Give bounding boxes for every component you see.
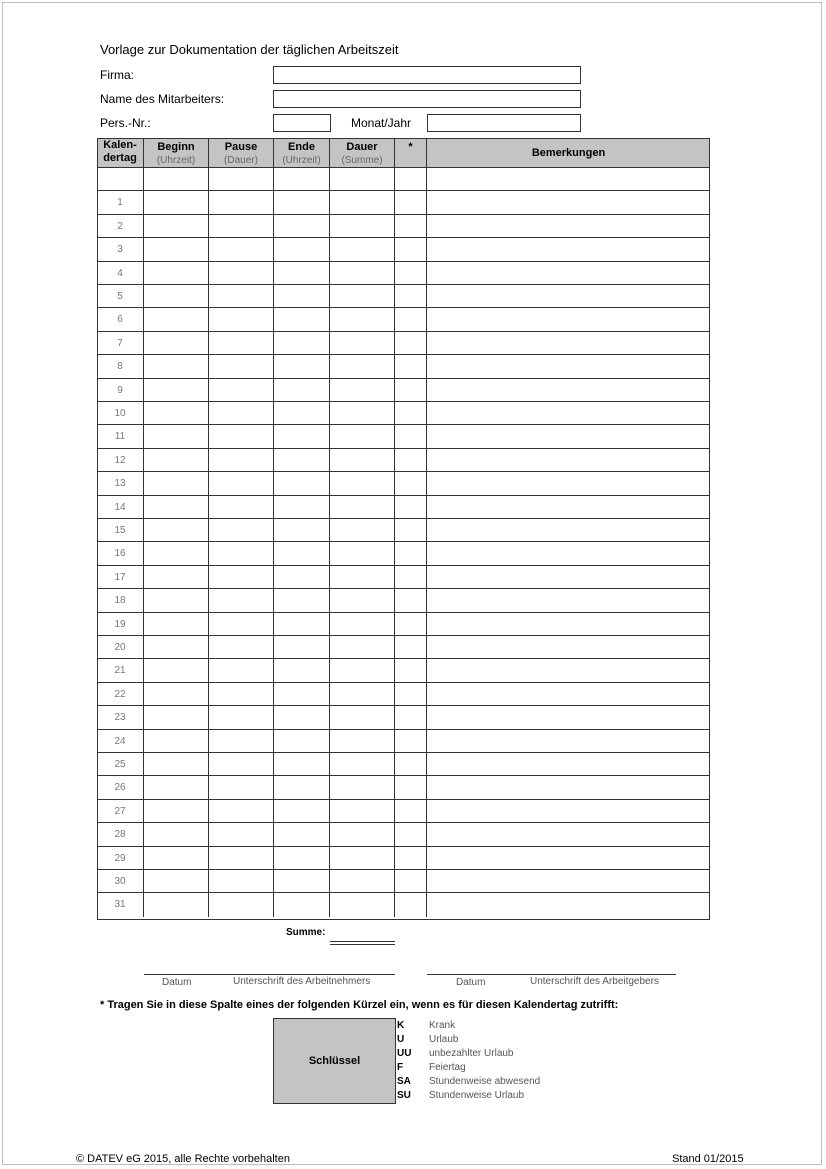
entry-cell-pause[interactable] [209,776,274,799]
entry-cell-beginn[interactable] [144,238,209,261]
entry-cell-ende[interactable] [274,589,330,612]
entry-cell-beginn[interactable] [144,379,209,402]
entry-cell-beginn[interactable] [144,496,209,519]
entry-cell-bemerkungen[interactable] [427,800,710,823]
entry-cell-ende[interactable] [274,893,330,916]
entry-cell-bemerkungen[interactable] [427,332,710,355]
entry-cell-ende[interactable] [274,379,330,402]
day-number-cell: 13 [97,472,144,495]
entry-cell-pause[interactable] [209,191,274,214]
entry-cell-beginn[interactable] [144,472,209,495]
entry-cell-kuerzel[interactable] [395,870,427,893]
entry-cell-bemerkungen[interactable] [427,215,710,238]
summe-line-2 [330,944,395,945]
entry-cell-kuerzel[interactable] [395,800,427,823]
entry-cell-bemerkungen[interactable] [427,496,710,519]
header-dauer-title: Dauer [346,141,378,153]
day-number-cell: 12 [97,449,144,472]
entry-cell-ende[interactable] [274,355,330,378]
entry-cell-ende[interactable] [274,332,330,355]
entry-cell-kuerzel[interactable] [395,355,427,378]
entry-cell-dauer[interactable] [330,823,395,846]
day-number-cell [97,168,144,191]
entry-cell-kuerzel[interactable] [395,332,427,355]
day-number-cell: 21 [97,659,144,682]
entry-cell-beginn[interactable] [144,215,209,238]
mitarbeiter-label: Name des Mitarbeiters: [100,92,225,106]
day-number-cell: 6 [97,308,144,331]
entry-cell-kuerzel[interactable] [395,823,427,846]
entry-cell-beginn[interactable] [144,683,209,706]
day-number-cell: 18 [97,589,144,612]
entry-cell-pause[interactable] [209,402,274,425]
entry-cell-bemerkungen[interactable] [427,542,710,565]
entry-cell-pause[interactable] [209,472,274,495]
entry-cell-dauer[interactable] [330,753,395,776]
entry-cell-dauer[interactable] [330,542,395,565]
entry-cell-pause[interactable] [209,379,274,402]
header-kalendertag [97,138,144,168]
key-text: Stundenweise abwesend [429,1076,541,1087]
entry-cell-ende[interactable] [274,613,330,636]
entry-cell-ende[interactable] [274,870,330,893]
entry-cell-kuerzel[interactable] [395,706,427,729]
entry-cell-ende[interactable] [274,191,330,214]
entry-cell-bemerkungen[interactable] [427,425,710,448]
entry-cell-dauer[interactable] [330,893,395,916]
entry-cell-ende[interactable] [274,753,330,776]
header-kuerzel [395,138,427,168]
summe-line-1 [330,941,395,942]
entry-cell-kuerzel[interactable] [395,542,427,565]
persnr-field[interactable] [273,114,331,132]
entry-cell-ende[interactable] [274,449,330,472]
entry-cell-ende[interactable] [274,683,330,706]
entry-cell-pause[interactable] [209,893,274,916]
entry-cell-ende[interactable] [274,659,330,682]
key-text: unbezahlter Urlaub [429,1048,514,1059]
datum-right-label: Datum [456,977,486,988]
day-number-cell: 17 [97,566,144,589]
entry-cell-ende[interactable] [274,308,330,331]
entry-cell-dauer[interactable] [330,800,395,823]
entry-cell-dauer[interactable] [330,730,395,753]
entry-cell-pause[interactable] [209,753,274,776]
summe-label: Summe: [286,927,326,938]
entry-cell-dauer[interactable] [330,683,395,706]
key-code: SU [397,1090,411,1101]
entry-cell-pause[interactable] [209,425,274,448]
entry-cell-ende[interactable] [274,238,330,261]
header-beginn-title: Beginn [157,141,195,153]
entry-cell-pause[interactable] [209,659,274,682]
entry-cell-dauer[interactable] [330,402,395,425]
header-bemerkungen [427,138,710,168]
day-number-cell: 22 [97,683,144,706]
entry-cell-kuerzel[interactable] [395,776,427,799]
entry-cell-dauer[interactable] [330,168,395,191]
entry-cell-bemerkungen[interactable] [427,730,710,753]
entry-cell-beginn[interactable] [144,285,209,308]
entry-cell-pause[interactable] [209,847,274,870]
header-dauer-sub: (Summe) [341,155,383,166]
entry-cell-kuerzel[interactable] [395,847,427,870]
entry-cell-bemerkungen[interactable] [427,379,710,402]
day-number-cell: 8 [97,355,144,378]
entry-cell-beginn[interactable] [144,730,209,753]
entry-cell-kuerzel[interactable] [395,215,427,238]
entry-cell-dauer[interactable] [330,472,395,495]
header-pause-title: Pause [224,141,258,153]
entry-cell-kuerzel[interactable] [395,659,427,682]
key-code: SA [397,1076,411,1087]
entry-cell-beginn[interactable] [144,659,209,682]
day-number-cell: 23 [97,706,144,729]
entry-cell-bemerkungen[interactable] [427,613,710,636]
entry-cell-beginn[interactable] [144,262,209,285]
key-code: F [397,1062,404,1073]
entry-cell-beginn[interactable] [144,566,209,589]
day-number-cell: 11 [97,425,144,448]
entry-cell-pause[interactable] [209,355,274,378]
entry-cell-kuerzel[interactable] [395,613,427,636]
day-number-cell: 14 [97,496,144,519]
entry-cell-kuerzel[interactable] [395,730,427,753]
header-bemerkungen-title: Bemerkungen [531,147,606,159]
unterschrift-arbeitgeber-label: Unterschrift des Arbeitgebers [530,976,659,987]
entry-cell-kuerzel[interactable] [395,472,427,495]
entry-cell-bemerkungen[interactable] [427,753,710,776]
entry-cell-pause[interactable] [209,706,274,729]
entry-cell-beginn[interactable] [144,402,209,425]
entry-cell-beginn[interactable] [144,449,209,472]
entry-cell-ende[interactable] [274,800,330,823]
entry-cell-ende[interactable] [274,847,330,870]
day-number-cell: 3 [97,238,144,261]
entry-cell-dauer[interactable] [330,191,395,214]
entry-cell-beginn[interactable] [144,355,209,378]
entry-cell-kuerzel[interactable] [395,449,427,472]
entry-cell-pause[interactable] [209,168,274,191]
entry-cell-dauer[interactable] [330,425,395,448]
entry-cell-ende[interactable] [274,496,330,519]
day-number-cell: 2 [97,215,144,238]
day-number-cell: 15 [97,519,144,542]
day-number-cell: 30 [97,870,144,893]
entry-cell-dauer[interactable] [330,449,395,472]
entry-cell-dauer[interactable] [330,308,395,331]
entry-cell-dauer[interactable] [330,285,395,308]
key-text: Urlaub [429,1034,459,1045]
schluessel-box: Schlüssel [273,1018,396,1104]
signature-line-arbeitgeber [427,974,676,975]
entry-cell-pause[interactable] [209,449,274,472]
entry-cell-dauer[interactable] [330,870,395,893]
entry-cell-pause[interactable] [209,800,274,823]
entry-cell-ende[interactable] [274,706,330,729]
entry-cell-ende[interactable] [274,262,330,285]
entry-cell-kuerzel[interactable] [395,168,427,191]
entry-cell-pause[interactable] [209,683,274,706]
day-number-cell: 31 [97,893,144,916]
entry-cell-kuerzel[interactable] [395,683,427,706]
entry-cell-dauer[interactable] [330,847,395,870]
entry-cell-dauer[interactable] [330,636,395,659]
entry-cell-dauer[interactable] [330,238,395,261]
entry-cell-bemerkungen[interactable] [427,636,710,659]
entry-cell-ende[interactable] [274,472,330,495]
header-beginn [144,138,209,168]
entry-cell-beginn[interactable] [144,542,209,565]
entry-cell-beginn[interactable] [144,823,209,846]
entry-cell-bemerkungen[interactable] [427,238,710,261]
entry-cell-bemerkungen[interactable] [427,776,710,799]
day-number-cell: 27 [97,800,144,823]
entry-cell-dauer[interactable] [330,332,395,355]
day-number-cell: 20 [97,636,144,659]
header-pause-sub: (Dauer) [224,155,258,166]
entry-cell-kuerzel[interactable] [395,566,427,589]
firma-label: Firma: [100,68,134,82]
day-number-cell: 24 [97,730,144,753]
entry-cell-kuerzel[interactable] [395,425,427,448]
entry-cell-pause[interactable] [209,613,274,636]
entry-cell-ende[interactable] [274,425,330,448]
footer-stand: Stand 01/2015 [672,1153,744,1165]
entry-cell-kuerzel[interactable] [395,753,427,776]
entry-cell-dauer[interactable] [330,566,395,589]
day-number-cell: 25 [97,753,144,776]
entry-cell-pause[interactable] [209,589,274,612]
entry-cell-ende[interactable] [274,402,330,425]
entry-cell-bemerkungen[interactable] [427,893,710,916]
key-code: K [397,1020,405,1031]
header-ende [274,138,330,168]
entry-cell-pause[interactable] [209,285,274,308]
entry-cell-kuerzel[interactable] [395,308,427,331]
entry-cell-pause[interactable] [209,215,274,238]
entry-cell-kuerzel[interactable] [395,379,427,402]
page-title: Vorlage zur Dokumentation der täglichen Arbeitszeit [100,42,399,57]
day-number-cell: 4 [97,262,144,285]
entry-cell-beginn[interactable] [144,870,209,893]
entry-cell-dauer[interactable] [330,262,395,285]
header-kalendertag-title: Kalen-dertag [103,139,137,164]
entry-cell-bemerkungen[interactable] [427,402,710,425]
entry-cell-bemerkungen[interactable] [427,472,710,495]
signature-line-arbeitnehmer [144,974,395,975]
header-kuerzel-title: * [408,141,413,153]
entry-cell-ende[interactable] [274,776,330,799]
monat-jahr-label: Monat/Jahr [351,116,412,130]
header-ende-title: Ende [288,141,315,153]
footnote: * Tragen Sie in diese Spalte eines der folgenden Kürzel ein, wenn es für diesen Kalendertag zutrifft: [100,999,619,1011]
entry-cell-bemerkungen[interactable] [427,870,710,893]
entry-cell-beginn[interactable] [144,332,209,355]
entry-cell-ende[interactable] [274,519,330,542]
entry-cell-ende[interactable] [274,823,330,846]
entry-cell-beginn[interactable] [144,308,209,331]
entry-cell-bemerkungen[interactable] [427,191,710,214]
entry-cell-beginn[interactable] [144,636,209,659]
entry-cell-dauer[interactable] [330,776,395,799]
entry-cell-pause[interactable] [209,870,274,893]
entry-cell-beginn[interactable] [144,706,209,729]
key-code: U [397,1034,405,1045]
day-number-cell: 19 [97,613,144,636]
entry-cell-beginn[interactable] [144,753,209,776]
entry-cell-beginn[interactable] [144,425,209,448]
entry-cell-dauer[interactable] [330,355,395,378]
entry-cell-bemerkungen[interactable] [427,449,710,472]
entry-cell-dauer[interactable] [330,706,395,729]
entry-cell-bemerkungen[interactable] [427,823,710,846]
entry-cell-bemerkungen[interactable] [427,847,710,870]
entry-cell-beginn[interactable] [144,847,209,870]
entry-cell-beginn[interactable] [144,168,209,191]
day-number-cell: 16 [97,542,144,565]
entry-cell-ende[interactable] [274,168,330,191]
entry-cell-beginn[interactable] [144,893,209,916]
entry-cell-pause[interactable] [209,636,274,659]
key-text: Feiertag [429,1062,466,1073]
day-number-cell: 28 [97,823,144,846]
persnr-label: Pers.-Nr.: [100,116,151,130]
entry-cell-kuerzel[interactable] [395,496,427,519]
entry-cell-pause[interactable] [209,823,274,846]
entry-cell-ende[interactable] [274,636,330,659]
entry-cell-dauer[interactable] [330,613,395,636]
day-number-cell: 26 [97,776,144,799]
entry-cell-pause[interactable] [209,542,274,565]
header-ende-sub: (Uhrzeit) [282,155,321,166]
header-beginn-sub: (Uhrzeit) [156,155,196,166]
day-number-cell: 10 [97,402,144,425]
entry-cell-pause[interactable] [209,332,274,355]
entry-cell-beginn[interactable] [144,589,209,612]
key-code: UU [397,1048,412,1059]
entry-cell-kuerzel[interactable] [395,191,427,214]
day-number-cell: 1 [97,191,144,214]
entry-cell-beginn[interactable] [144,191,209,214]
entry-cell-dauer[interactable] [330,519,395,542]
entry-cell-kuerzel[interactable] [395,238,427,261]
day-number-cell: 5 [97,285,144,308]
entry-cell-beginn[interactable] [144,776,209,799]
entry-cell-bemerkungen[interactable] [427,706,710,729]
entry-cell-kuerzel[interactable] [395,519,427,542]
entry-cell-beginn[interactable] [144,519,209,542]
entry-cell-pause[interactable] [209,730,274,753]
entry-cell-pause[interactable] [209,238,274,261]
entry-cell-bemerkungen[interactable] [427,355,710,378]
entry-cell-kuerzel[interactable] [395,893,427,916]
monat-jahr-field[interactable] [427,114,581,132]
entry-cell-dauer[interactable] [330,589,395,612]
entry-cell-ende[interactable] [274,542,330,565]
entry-cell-kuerzel[interactable] [395,285,427,308]
entry-cell-pause[interactable] [209,308,274,331]
entry-cell-pause[interactable] [209,566,274,589]
entry-cell-bemerkungen[interactable] [427,519,710,542]
entry-cell-kuerzel[interactable] [395,402,427,425]
entry-cell-bemerkungen[interactable] [427,262,710,285]
entry-cell-bemerkungen[interactable] [427,285,710,308]
key-text: Stundenweise Urlaub [429,1090,525,1101]
entry-cell-kuerzel[interactable] [395,636,427,659]
entry-cell-dauer[interactable] [330,215,395,238]
entry-cell-bemerkungen[interactable] [427,589,710,612]
entry-cell-pause[interactable] [209,519,274,542]
firma-field[interactable] [273,66,581,84]
unterschrift-arbeitnehmer-label: Unterschrift des Arbeitnehmers [233,976,371,987]
entry-cell-bemerkungen[interactable] [427,659,710,682]
entry-cell-ende[interactable] [274,285,330,308]
entry-cell-ende[interactable] [274,730,330,753]
footer-copyright: © DATEV eG 2015, alle Rechte vorbehalten [76,1153,290,1165]
entry-cell-ende[interactable] [274,566,330,589]
entry-cell-dauer[interactable] [330,659,395,682]
day-number-cell: 7 [97,332,144,355]
entry-cell-bemerkungen[interactable] [427,566,710,589]
day-number-cell: 9 [97,379,144,402]
datum-left-label: Datum [162,977,192,988]
entry-cell-bemerkungen[interactable] [427,308,710,331]
entry-cell-pause[interactable] [209,262,274,285]
entry-cell-pause[interactable] [209,496,274,519]
entry-cell-beginn[interactable] [144,800,209,823]
header-pause [209,138,274,168]
entry-cell-kuerzel[interactable] [395,589,427,612]
entry-cell-bemerkungen[interactable] [427,683,710,706]
entry-cell-ende[interactable] [274,215,330,238]
entry-cell-kuerzel[interactable] [395,262,427,285]
entry-cell-dauer[interactable] [330,379,395,402]
key-text: Krank [429,1020,456,1031]
day-number-cell: 29 [97,847,144,870]
header-dauer [330,138,395,168]
entry-cell-bemerkungen[interactable] [427,168,710,191]
mitarbeiter-field[interactable] [273,90,581,108]
entry-cell-beginn[interactable] [144,613,209,636]
entry-cell-dauer[interactable] [330,496,395,519]
